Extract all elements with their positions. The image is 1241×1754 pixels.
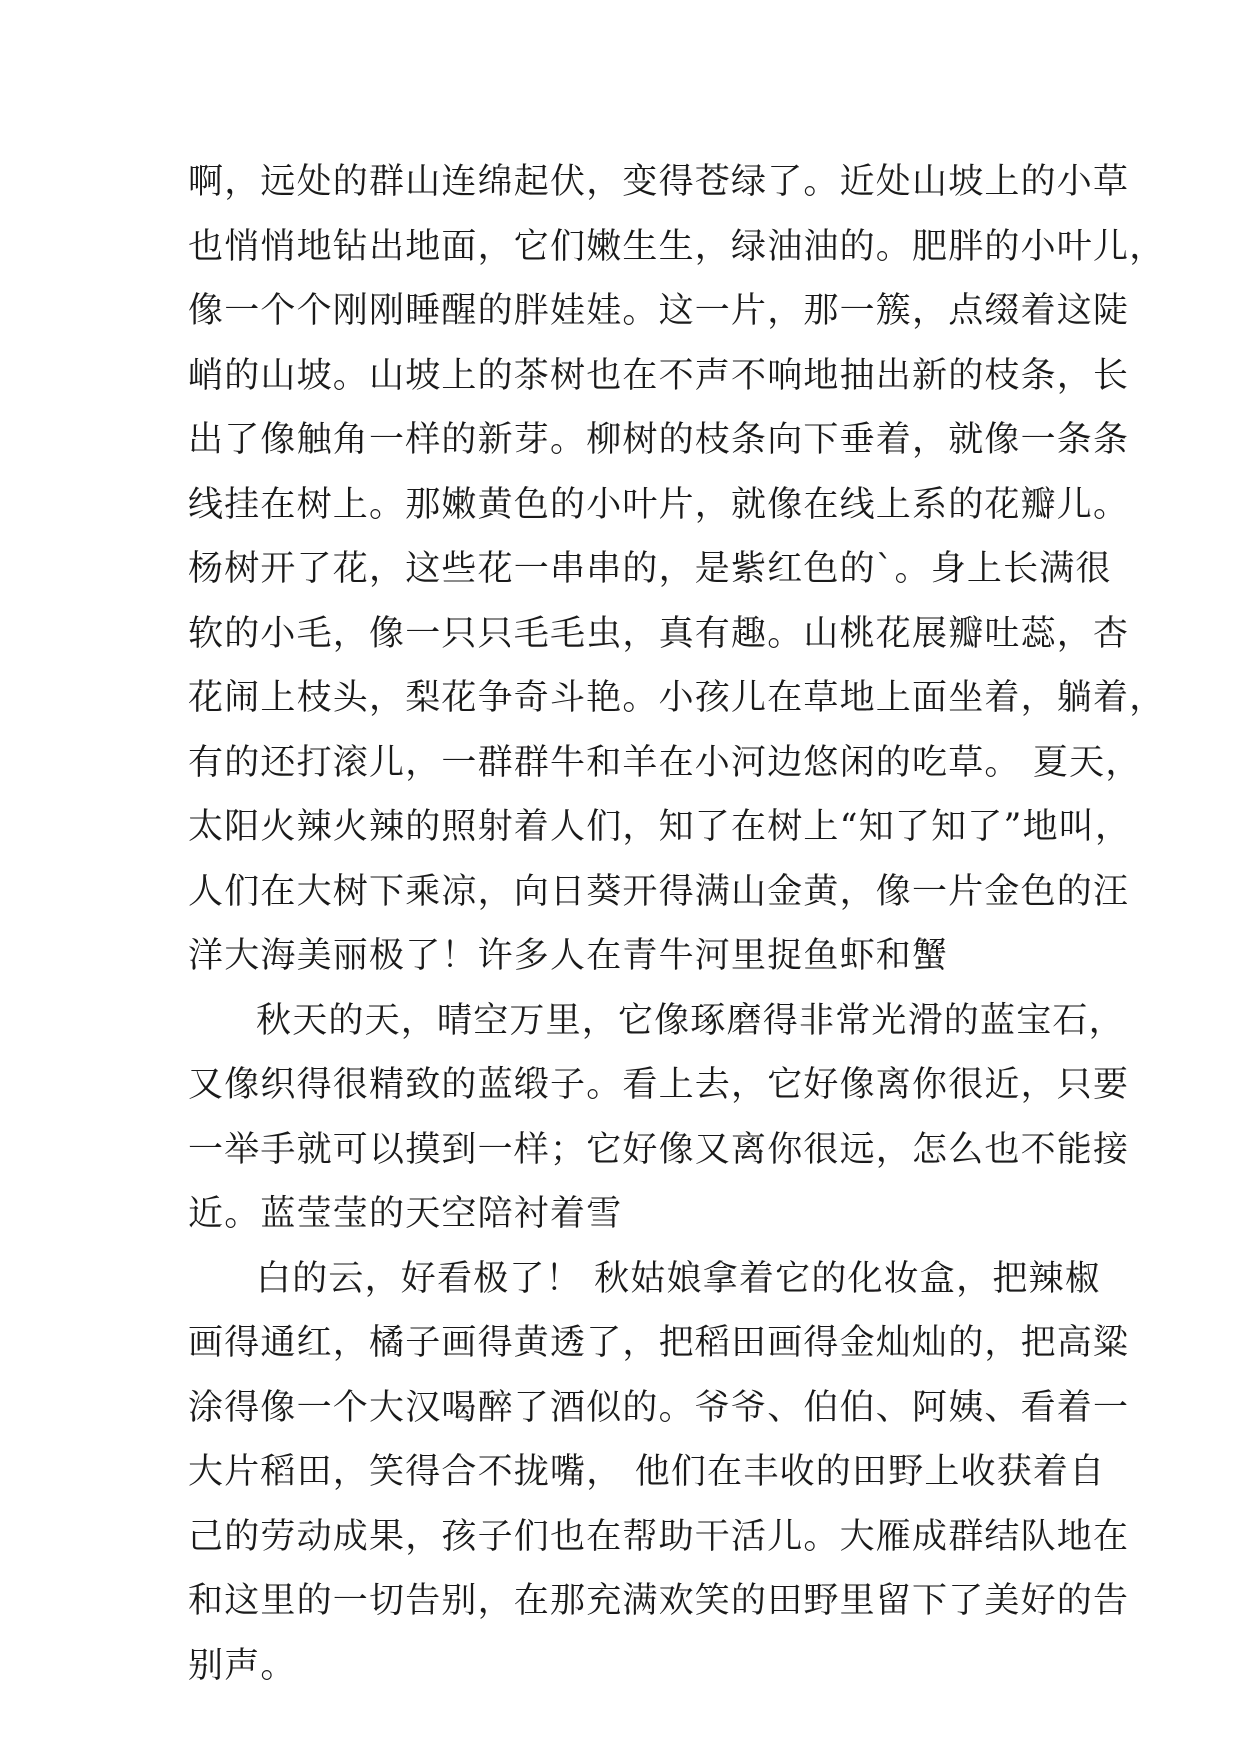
- text-line: 有的还打滚儿，一群群牛和羊在小河边悠闲的吃草。 夏天，: [188, 742, 1142, 783]
- text-line: 出了像触角一样的新芽。柳树的枝条向下垂着，就像一条条: [188, 420, 1130, 460]
- text-line: 别声。: [188, 1645, 297, 1686]
- text-line: 画得通红，橘子画得黄透了，把稻田画得金灿灿的，把高粱: [188, 1323, 1130, 1363]
- text-line: 软的小毛，像一只只毛毛虫，真有趣。山桃花展瓣吐蕊，杏: [188, 613, 1130, 654]
- text-line: 线挂在树上。那嫩黄色的小叶片，就像在线上系的花瓣儿。: [188, 484, 1130, 525]
- text-line: 杨树开了花，这些花一串串的，是紫红色的`。身上长满很: [188, 549, 1112, 589]
- text-line: 己的劳动成果，孩子们也在帮助干活儿。大雁成群结队地在: [188, 1516, 1130, 1557]
- text-line: 秋天的天，晴空万里，它像琢磨得非常光滑的蓝宝石，: [256, 1000, 1125, 1041]
- text-line: 和这里的一切告别，在那充满欢笑的田野里留下了美好的告: [188, 1581, 1130, 1621]
- text-line: 又像织得很精致的蓝缎子。看上去，它好像离你很近，只要: [188, 1065, 1130, 1105]
- text-line: 太阳火辣火辣的照射着人们，知了在树上“知了知了”地叫，: [188, 807, 1132, 847]
- text-line: 白的云，好看极了！ 秋姑娘拿着它的化妆盒，把辣椒: [256, 1258, 1101, 1299]
- body-text: [188, 150, 1166, 1698]
- text-line: 一举手就可以摸到一样；它好像又离你很远，怎么也不能接: [188, 1129, 1130, 1170]
- text-line: 涂得像一个大汉喝醉了酒似的。爷爷、伯伯、阿姨、看着一: [188, 1387, 1130, 1428]
- text-line: 花闹上枝头，梨花争奇斗艳。小孩儿在草地上面坐着，躺着，: [188, 678, 1166, 718]
- text-line: 也悄悄地钻出地面，它们嫩生生，绿油油的。肥胖的小叶儿，: [188, 226, 1166, 267]
- text-line: 人们在大树下乘凉，向日葵开得满山金黄，像一片金色的汪: [188, 871, 1130, 912]
- text-line: 峭的山坡。山坡上的茶树也在不声不响地抽出新的枝条，长: [188, 355, 1130, 396]
- text-line: 像一个个刚刚睡醒的胖娃娃。这一片，那一簇，点缀着这陡: [188, 291, 1130, 331]
- text-line: 近。蓝莹莹的天空陪衬着雪: [188, 1194, 623, 1234]
- text-line: 洋大海美丽极了！许多人在青牛河里捉鱼虾和蟹: [188, 936, 949, 976]
- text-line: 啊，远处的群山连绵起伏，变得苍绿了。近处山坡上的小草: [188, 162, 1130, 202]
- text-line: 大片稻田，笑得合不拢嘴， 他们在丰收的田野上收获着自: [188, 1452, 1106, 1492]
